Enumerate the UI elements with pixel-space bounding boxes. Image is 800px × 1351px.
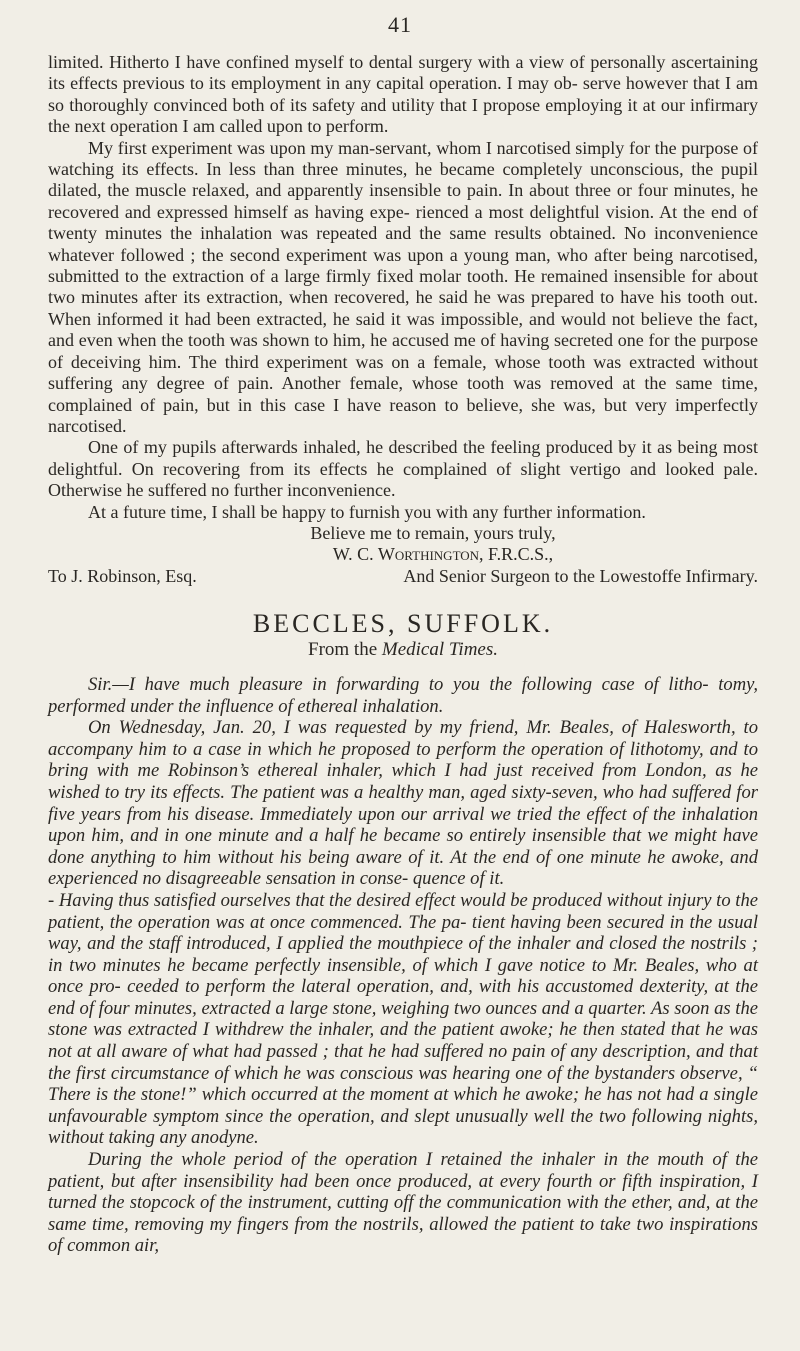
- letter: [48, 52, 758, 587]
- article-paragraph: During the whole period of the operation I retained the inhaler in the mouth of the patient, but after insensibility had been once produced, at every fourth or fifth inspiration, I turned the stopcock of the instrument, cutting off the communication with the ether, and, at the same time, removing my fingers from the nostrils, allowed the patient to take two inspirations of common air,: [48, 1149, 758, 1257]
- addressee: To J. Robinson, Esq.: [48, 565, 197, 586]
- signature-line: [48, 544, 758, 565]
- letter-paragraph: At a future time, I shall be happy to furnish you with any further information.: [88, 501, 646, 522]
- letter-paragraph: My first experiment was upon my man-servant, whom I narcotised simply for the purpose of watching its effects. In less than three minutes, he became completely unconscious, the pupil dilated, the muscle relaxed, and apparently insensible to pain. In about three or four minutes, he recovered and expressed himself as having expe- rienced a most delightful vision. At the end of twenty minutes the inhalation was repeated and the same results obtained. No inconvenience whatever followed ; the second experiment was upon a young man, who after being narcotised, submitted to the extraction of a large firmly fixed molar tooth. He remained insensible for about two minutes after its extraction, when recovered, he said he was prepared to have his tooth out. When informed it had been extracted, he said it was impossible, and would not believe the fact, and even when the tooth was shown to him, he accused me of having secreted one for the purpose of deceiving him. The third experiment was on a female, whose tooth was extracted without suffering any degree of pain. Another female, whose tooth was removed at the same time, complained of pain, but in this case I have reason to believe, she was, but very imperfectly narcotised.: [48, 137, 758, 436]
- article-paragraph: - Having thus satisfied ourselves that the desired effect would be produced without injury to the patient, the operation was at once commenced. The pa- tient having been secured in the usual way, and the staff introduced, I applied the mouthpiece of the inhaler and closed the nostrils ; in two minutes he became perfectly insensible, of which I gave notice to Mr. Beales, who at once pro- ceeded to perform the lateral operation, and, with his accustomed dexterity, at the end of four minutes, extracted a large stone, weighing two ounces and a quarter. As soon as the stone was extracted I withdrew the inhaler, and the patient awoke; he then stated that he was not at all aware of what had passed ; that he had suffered no pain of any description, and that the first circumstance of which he was conscious was hearing one of the bystanders observe, “ There is the stone!” which occurred at the moment at which he awoke; he has not had a single unfavourable symptom since the operation, and slept unusually well the two following nights, without taking any anodyne.: [48, 889, 758, 1149]
- signature-title: And Senior Surgeon to the Lowestoffe Infirmary.: [403, 565, 758, 586]
- source-prefix: From the: [308, 638, 382, 660]
- article-headline: BECCLES, SUFFOLK.: [252, 609, 554, 639]
- addressee-line: [48, 566, 758, 587]
- letter-paragraph: limited. Hitherto I have confined myself to dental surgery with a view of personally ascertaining its effects previous to its employment in any capital operation. I may ob- serve however that I am so thoroughly convinced both of its safety and utility that I propose employing it at our infirmary the next operation I am called upon to perform.: [48, 52, 758, 137]
- page-number: 41: [388, 12, 412, 37]
- signature-name: W. C. Worthington, F.R.C.S.,: [332, 544, 554, 565]
- article-paragraph: Sir.—I have much pleasure in forwarding to you the following case of litho- tomy, performed under the influence of ethereal inhalation.: [48, 673, 758, 717]
- source-title: Medical Times.: [381, 638, 498, 660]
- letter-paragraph: One of my pupils afterwards inhaled, he described the feeling produced by it as being most delightful. On recovering from its effects he complained of slight vertigo and looked pale. Otherwise he suffered no further inconvenience.: [48, 437, 758, 501]
- article-paragraph: On Wednesday, Jan. 20, I was requested by my friend, Mr. Beales, of Halesworth, to accompany him to a case in which he proposed to perform the operation of lithotomy, and to bring with me Robinson’s ethereal inhaler, which I had just received from London, as he wished to try its effects. The patient was a healthy man, aged sixty-seven, who had suffered for five years from his disease. Immediately upon our arrival we tried the effect of the inhalation upon him, and in one minute and a half he became so entirely insensible that we might have done anything to him without his being aware of it. At the end of one minute he awoke, and experienced no disagreeable sensation in conse- quence of it.: [48, 717, 758, 890]
- page-body: [48, 52, 758, 1257]
- article-source: [48, 639, 758, 660]
- letter-closing: Believe me to remain, yours truly,: [310, 522, 556, 543]
- article-body: [48, 674, 758, 1257]
